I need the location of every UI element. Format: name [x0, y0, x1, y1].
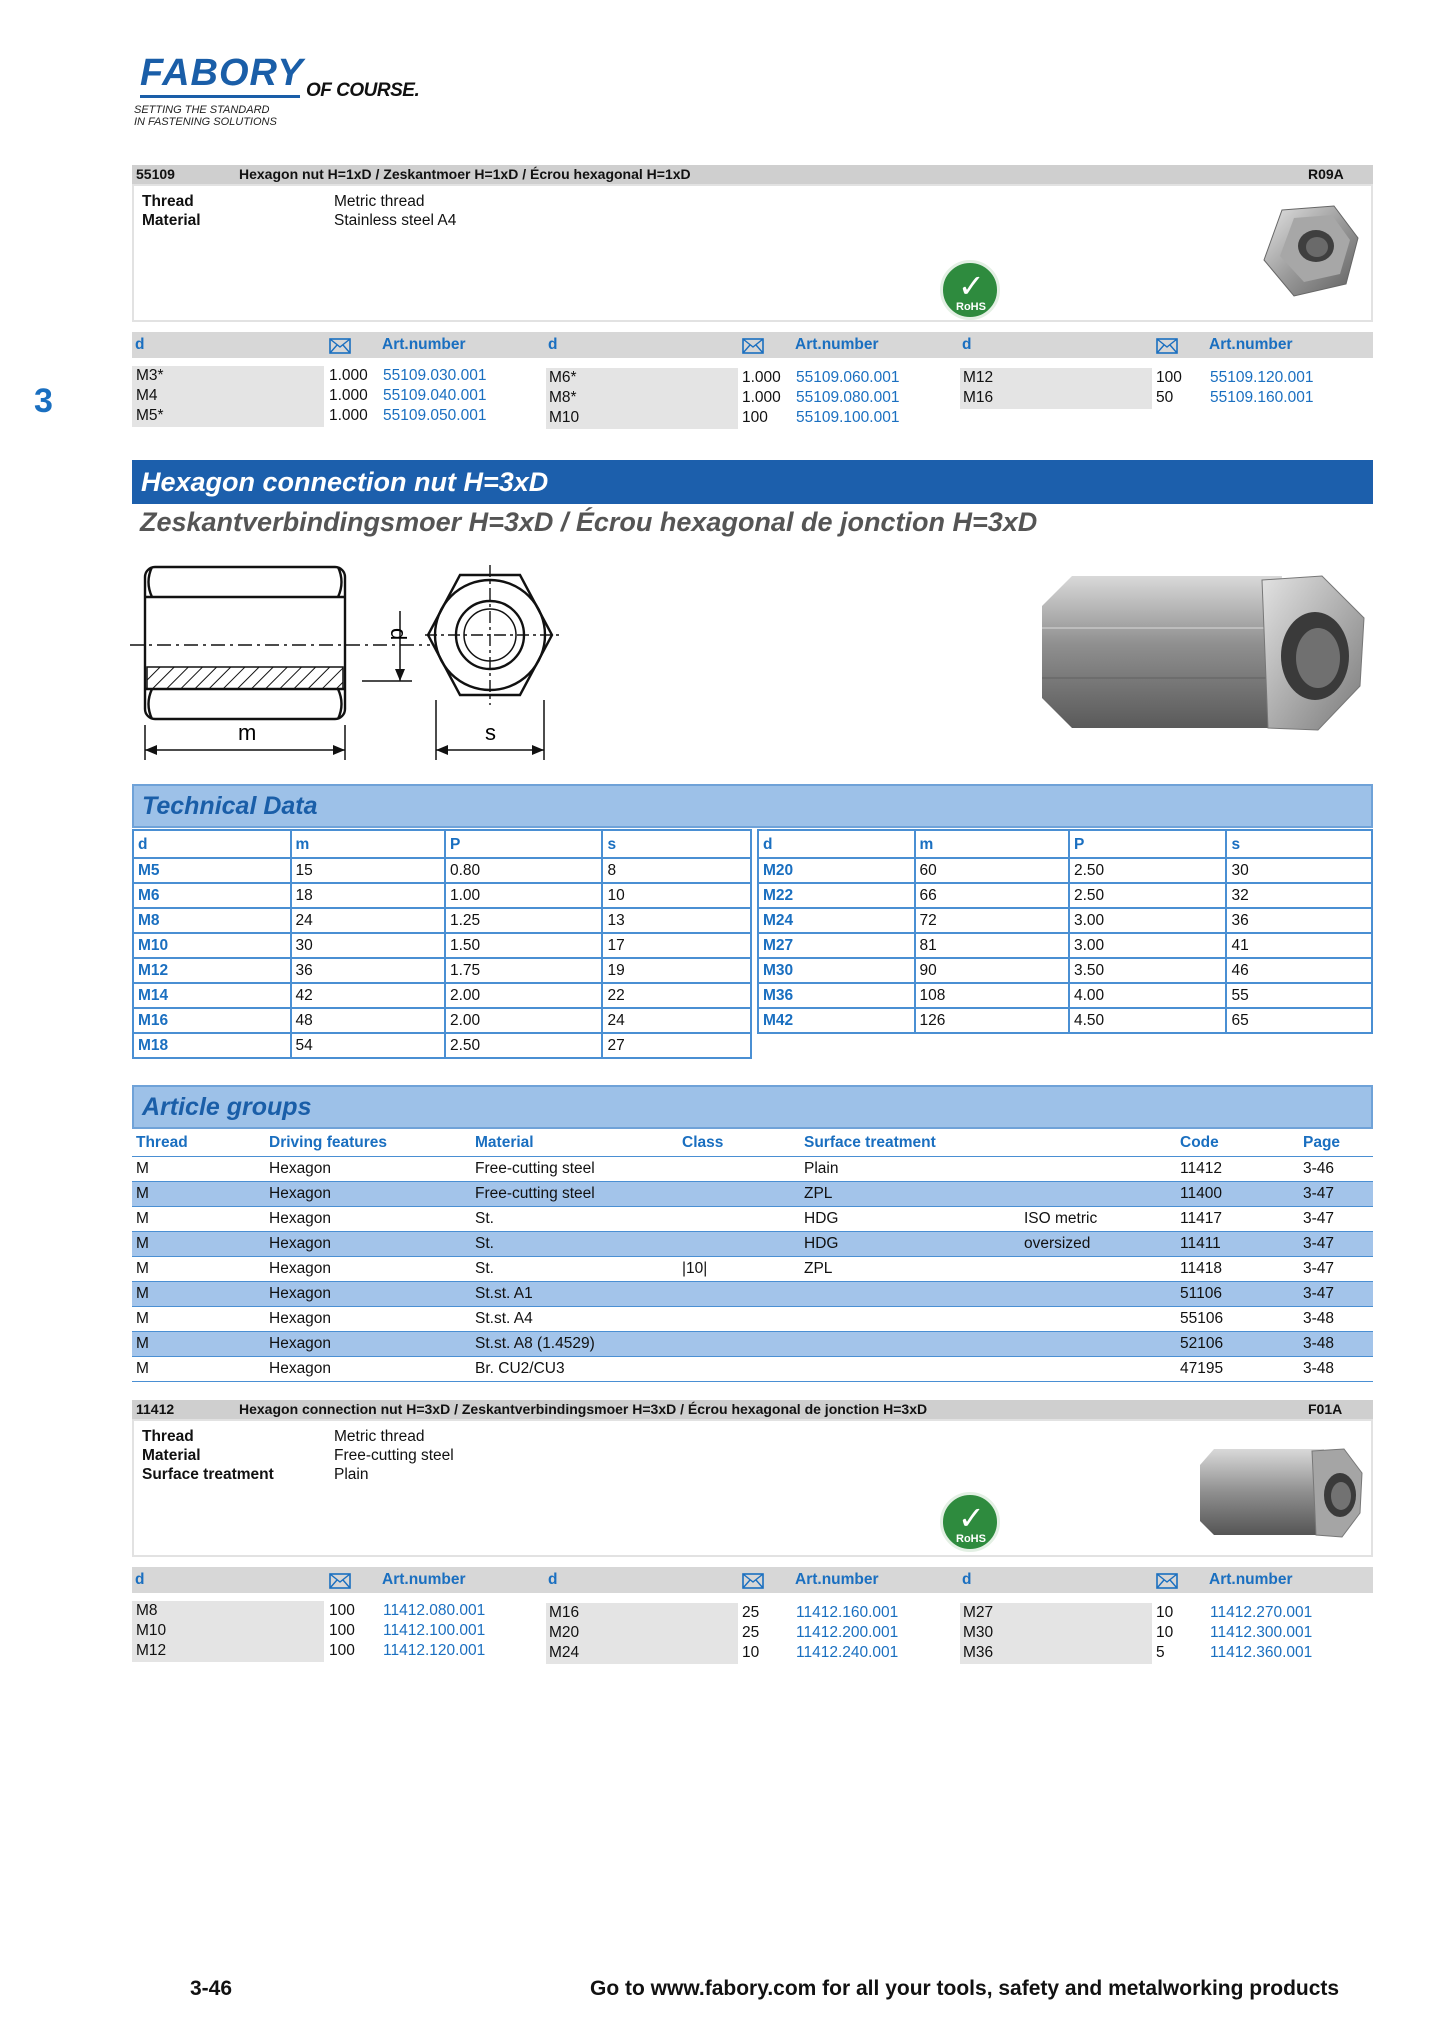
table-cell: 24	[291, 908, 445, 933]
article-groups-table	[132, 1130, 1373, 1382]
cell-value: 1.000	[329, 367, 368, 384]
list-item	[549, 1603, 579, 1663]
art-number-link[interactable]: 55109.040.001	[383, 387, 487, 404]
table-cell: 11411	[1176, 1231, 1299, 1256]
quantity-column	[329, 366, 368, 426]
table-cell: Hexagon	[265, 1356, 471, 1381]
table-cell: M14	[133, 983, 291, 1008]
table-cell: St.st. A1	[471, 1281, 678, 1306]
table-cell: 55106	[1176, 1306, 1299, 1331]
dim-s: s	[485, 720, 496, 745]
rohs-badge: ✓ RoHS	[940, 1492, 1000, 1552]
table-cell: HDG	[800, 1231, 1020, 1256]
cell-value: M12	[963, 369, 994, 386]
package-icon	[742, 1572, 764, 1598]
table-row	[132, 1256, 1373, 1281]
table-cell	[1020, 1256, 1176, 1281]
table-cell: Page	[1299, 1130, 1373, 1156]
table-cell: Surface treatment	[800, 1130, 1020, 1156]
table-cell: M30	[758, 958, 915, 983]
table-cell: M	[132, 1206, 265, 1231]
table-cell	[800, 1331, 1020, 1356]
cell-value: 1.000	[329, 407, 368, 424]
table-cell	[1020, 1281, 1176, 1306]
table-cell	[800, 1356, 1020, 1381]
table-cell	[1020, 1306, 1176, 1331]
table-cell: M5	[133, 858, 291, 883]
technical-data-bar: Technical Data	[132, 784, 1373, 828]
art-number-link[interactable]: 11412.270.001	[1210, 1604, 1313, 1621]
table-cell: HDG	[800, 1206, 1020, 1231]
art-number-link[interactable]: 55109.120.001	[1210, 369, 1314, 386]
logo-slogan: OF COURSE.	[306, 80, 420, 101]
table-cell: Free-cutting steel	[471, 1156, 678, 1181]
section-subtitle: Zeskantverbindingsmoer H=3xD / Écrou hexagonal de jonction H=3xD	[140, 507, 1038, 537]
package-icon	[329, 337, 351, 363]
table-cell	[678, 1231, 800, 1256]
table-row	[133, 1033, 751, 1058]
table-cell: 2.00	[445, 1008, 603, 1033]
table-cell: M24	[758, 908, 915, 933]
table-cell: 10	[602, 883, 751, 908]
table-cell: 19	[602, 958, 751, 983]
table-cell	[678, 1281, 800, 1306]
cell-value: 1.000	[742, 389, 781, 406]
art-number-link[interactable]: 55109.080.001	[796, 389, 900, 406]
package-icon	[1156, 337, 1178, 363]
table-cell: 36	[291, 958, 445, 983]
table-cell: 4.00	[1069, 983, 1227, 1008]
table-cell: 65	[1226, 1008, 1372, 1033]
art-number-link[interactable]: 11412.200.001	[796, 1624, 899, 1641]
list-item	[549, 368, 579, 428]
table-cell	[1020, 1181, 1176, 1206]
table-cell: P	[1069, 830, 1227, 858]
tech-table-left	[132, 829, 752, 1059]
table-cell: 11418	[1176, 1256, 1299, 1281]
article-groups-bar: Article groups	[132, 1085, 1373, 1129]
table-cell: 13	[602, 908, 751, 933]
dim-d: d	[386, 628, 411, 641]
cell-value: M36	[963, 1644, 994, 1661]
table-cell: Hexagon	[265, 1331, 471, 1356]
table-cell: Class	[678, 1130, 800, 1156]
connection-nut-photo	[1032, 568, 1372, 738]
table-cell: 3.50	[1069, 958, 1227, 983]
cell-value: M30	[963, 1624, 994, 1641]
table-cell: Material	[471, 1130, 678, 1156]
art-table-header: d Art.number d Art.number d Art.number	[132, 1567, 1373, 1593]
table-cell: d	[758, 830, 915, 858]
table-cell: 0.80	[445, 858, 603, 883]
cell-value: M12	[136, 1642, 167, 1659]
page-link[interactable]: 3-47	[1299, 1256, 1373, 1281]
quantity-column	[1156, 368, 1182, 408]
table-cell: M10	[133, 933, 291, 958]
dim-m: m	[238, 720, 257, 745]
table-cell: P	[445, 830, 603, 858]
page-link[interactable]: 3-48	[1299, 1306, 1373, 1331]
art-number-link[interactable]: 11412.080.001	[383, 1602, 486, 1619]
art-number-link[interactable]: 55109.160.001	[1210, 389, 1314, 406]
product-panel-11412: Thread Metric thread Material Free-cutting steel Surface treatment Plain ✓ RoHS	[132, 1419, 1373, 1557]
table-cell: 18	[291, 883, 445, 908]
table-row	[132, 1206, 1373, 1231]
table-cell: 90	[915, 958, 1069, 983]
table-cell: ISO metric	[1020, 1206, 1176, 1231]
page-link[interactable]: 3-48	[1299, 1356, 1373, 1381]
table-row	[133, 883, 751, 908]
table-cell: |10|	[678, 1256, 800, 1281]
table-row	[133, 958, 751, 983]
table-cell: St.	[471, 1256, 678, 1281]
list-item	[963, 1603, 993, 1663]
table-row	[133, 858, 751, 883]
table-cell: m	[291, 830, 445, 858]
table-row	[758, 1008, 1372, 1033]
table-cell: s	[602, 830, 751, 858]
page-link[interactable]: 3-47	[1299, 1231, 1373, 1256]
table-cell: M	[132, 1181, 265, 1206]
table-cell	[678, 1156, 800, 1181]
table-cell: 1.25	[445, 908, 603, 933]
cell-value: 100	[329, 1602, 355, 1619]
table-cell: ZPL	[800, 1256, 1020, 1281]
table-cell: 48	[291, 1008, 445, 1033]
table-cell: St.	[471, 1231, 678, 1256]
table-cell: 24	[602, 1008, 751, 1033]
table-cell	[1020, 1331, 1176, 1356]
table-cell: Code	[1176, 1130, 1299, 1156]
table-cell: 17	[602, 933, 751, 958]
table-cell	[800, 1306, 1020, 1331]
table-row	[133, 933, 751, 958]
table-cell: 3.00	[1069, 933, 1227, 958]
technical-drawing	[130, 555, 570, 765]
cell-value: 10	[1156, 1624, 1174, 1641]
table-cell: 8	[602, 858, 751, 883]
check-icon: ✓	[958, 268, 985, 304]
tech-table-right	[757, 829, 1373, 1034]
table-cell: ZPL	[800, 1181, 1020, 1206]
quantity-column	[1156, 1603, 1173, 1663]
table-cell: Thread	[132, 1130, 265, 1156]
brand-logo: FABORY	[140, 52, 304, 94]
hex-nut-photo	[1254, 198, 1364, 308]
table-cell: 126	[915, 1008, 1069, 1033]
art-number-link[interactable]: 55109.050.001	[383, 407, 487, 424]
table-cell: 1.75	[445, 958, 603, 983]
logo-underline	[140, 95, 300, 98]
cell-value: 100	[1156, 369, 1182, 386]
table-cell: Hexagon	[265, 1281, 471, 1306]
page-link[interactable]: 3-47	[1299, 1181, 1373, 1206]
table-cell: 36	[1226, 908, 1372, 933]
cell-value: M3*	[136, 367, 164, 384]
table-cell: St.	[471, 1206, 678, 1231]
table-cell: 47195	[1176, 1356, 1299, 1381]
table-cell: 22	[602, 983, 751, 1008]
table-cell: M12	[133, 958, 291, 983]
table-cell: Hexagon	[265, 1206, 471, 1231]
table-row	[758, 908, 1372, 933]
table-row	[758, 983, 1372, 1008]
table-cell: Hexagon	[265, 1181, 471, 1206]
table-cell: 1.50	[445, 933, 603, 958]
table-cell	[678, 1306, 800, 1331]
cell-value: 100	[329, 1642, 355, 1659]
table-cell: 30	[291, 933, 445, 958]
art-number-column	[383, 1601, 485, 1661]
table-cell: St.st. A8 (1.4529)	[471, 1331, 678, 1356]
quantity-column	[742, 1603, 759, 1663]
cell-value: M8*	[549, 389, 577, 406]
table-cell	[800, 1281, 1020, 1306]
table-cell: m	[915, 830, 1069, 858]
list-item	[136, 366, 164, 426]
table-row	[132, 1181, 1373, 1206]
table-cell: 60	[915, 858, 1069, 883]
table-cell: 32	[1226, 883, 1372, 908]
cell-value: 50	[1156, 389, 1174, 406]
table-cell: 2.50	[1069, 883, 1227, 908]
table-cell: M	[132, 1306, 265, 1331]
cell-value: M20	[549, 1624, 580, 1641]
check-icon: ✓	[958, 1500, 985, 1536]
table-cell: M18	[133, 1033, 291, 1058]
product-header-55109: 55109 Hexagon nut H=1xD / Zeskantmoer H=1xD / Écrou hexagonal H=1xD R09A	[132, 165, 1373, 184]
table-cell: 2.50	[445, 1033, 603, 1058]
cell-value: 10	[742, 1644, 760, 1661]
footer-text: Go to www.fabory.com for all your tools, safety and metalworking products	[590, 1977, 1340, 2000]
table-row	[758, 858, 1372, 883]
table-row	[133, 908, 751, 933]
table-cell: M	[132, 1356, 265, 1381]
table-cell	[678, 1331, 800, 1356]
table-cell: Hexagon	[265, 1306, 471, 1331]
logo-tagline: SETTING THE STANDARD IN FASTENING SOLUTIONS	[134, 104, 277, 128]
package-icon	[1156, 1572, 1178, 1598]
table-cell: 66	[915, 883, 1069, 908]
table-cell: M	[132, 1231, 265, 1256]
table-cell: M	[132, 1156, 265, 1181]
product-panel-55109: Thread Metric thread Material Stainless steel A4 ✓ RoHS	[132, 184, 1373, 322]
cell-value: M8	[136, 1602, 158, 1619]
page-link[interactable]: 3-46	[1299, 1156, 1373, 1181]
table-cell: d	[133, 830, 291, 858]
page-link[interactable]: 3-48	[1299, 1331, 1373, 1356]
table-cell: Hexagon	[265, 1231, 471, 1256]
table-cell: 11400	[1176, 1181, 1299, 1206]
table-row	[133, 1008, 751, 1033]
table-cell: St.st. A4	[471, 1306, 678, 1331]
art-number-link[interactable]: 11412.360.001	[1210, 1644, 1313, 1661]
table-cell	[678, 1206, 800, 1231]
art-table-header: d Art.number d Art.number d Art.number	[132, 332, 1373, 358]
table-cell: M16	[133, 1008, 291, 1033]
art-number-link[interactable]: 11412.100.001	[383, 1622, 486, 1639]
table-cell: 42	[291, 983, 445, 1008]
cell-value: 5	[1156, 1644, 1165, 1661]
art-number-column	[796, 368, 899, 428]
table-cell: M	[132, 1281, 265, 1306]
art-number-column	[1210, 1603, 1312, 1663]
chapter-number: 3	[34, 382, 53, 420]
table-cell: 30	[1226, 858, 1372, 883]
table-cell: 4.50	[1069, 1008, 1227, 1033]
table-cell: 3.00	[1069, 908, 1227, 933]
cell-value: 1.000	[742, 369, 781, 386]
table-cell: M20	[758, 858, 915, 883]
table-cell: Free-cutting steel	[471, 1181, 678, 1206]
table-cell	[1020, 1356, 1176, 1381]
table-cell: M8	[133, 908, 291, 933]
table-cell: 41	[1226, 933, 1372, 958]
cell-value: 1.000	[329, 387, 368, 404]
table-row	[132, 1281, 1373, 1306]
table-cell: 11417	[1176, 1206, 1299, 1231]
table-cell: oversized	[1020, 1231, 1176, 1256]
table-cell: 27	[602, 1033, 751, 1058]
table-row	[758, 883, 1372, 908]
table-cell: M	[132, 1331, 265, 1356]
cell-value: 100	[742, 409, 768, 426]
table-row	[132, 1331, 1373, 1356]
art-number-link[interactable]: 11412.300.001	[1210, 1624, 1313, 1641]
table-cell: 2.00	[445, 983, 603, 1008]
art-number-link[interactable]: 11412.160.001	[796, 1604, 899, 1621]
table-cell: 72	[915, 908, 1069, 933]
cell-value: 25	[742, 1624, 760, 1641]
art-number-column	[796, 1603, 898, 1663]
page-number: 3-46	[190, 1977, 233, 2000]
table-cell: M42	[758, 1008, 915, 1033]
table-cell: 46	[1226, 958, 1372, 983]
quantity-column	[742, 368, 781, 428]
table-cell: 108	[915, 983, 1069, 1008]
cell-value: M24	[549, 1644, 580, 1661]
cell-value: 25	[742, 1604, 760, 1621]
table-cell	[678, 1356, 800, 1381]
table-row	[133, 983, 751, 1008]
table-cell: 11412	[1176, 1156, 1299, 1181]
art-number-link[interactable]: 55109.030.001	[383, 367, 487, 384]
art-number-column	[383, 366, 486, 426]
cell-value: M27	[963, 1604, 994, 1621]
table-cell: Plain	[800, 1156, 1020, 1181]
table-cell	[1020, 1130, 1176, 1156]
table-cell: 2.50	[1069, 858, 1227, 883]
table-row	[758, 958, 1372, 983]
table-cell: 52106	[1176, 1331, 1299, 1356]
table-cell: M27	[758, 933, 915, 958]
table-row	[132, 1156, 1373, 1181]
table-cell: Driving features	[265, 1130, 471, 1156]
quantity-column	[329, 1601, 355, 1661]
table-cell: M22	[758, 883, 915, 908]
art-number-link[interactable]: 55109.100.001	[796, 409, 900, 426]
table-cell: 15	[291, 858, 445, 883]
table-cell: 81	[915, 933, 1069, 958]
cell-value: M10	[136, 1622, 167, 1639]
table-row	[132, 1306, 1373, 1331]
art-number-link[interactable]: 11412.240.001	[796, 1644, 899, 1661]
package-icon	[329, 1572, 351, 1598]
connection-nut-photo-small	[1194, 1443, 1364, 1543]
table-row	[132, 1356, 1373, 1381]
product-header-11412: 11412 Hexagon connection nut H=3xD / Zeskantverbindingsmoer H=3xD / Écrou hexagonal de jonction H=3xD F01A	[132, 1400, 1373, 1419]
table-cell: 55	[1226, 983, 1372, 1008]
art-number-column	[1210, 368, 1313, 408]
table-cell: M6	[133, 883, 291, 908]
table-cell	[678, 1181, 800, 1206]
cell-value: 10	[1156, 1604, 1174, 1621]
cell-value: M5*	[136, 407, 164, 424]
art-number-link[interactable]: 55109.060.001	[796, 369, 900, 386]
cell-value: M16	[549, 1604, 580, 1621]
table-cell: 51106	[1176, 1281, 1299, 1306]
table-cell: Hexagon	[265, 1156, 471, 1181]
cell-value: M10	[549, 409, 580, 426]
cell-value: M16	[963, 389, 994, 406]
table-cell: 54	[291, 1033, 445, 1058]
list-item	[963, 368, 993, 408]
table-cell: s	[1226, 830, 1372, 858]
table-cell: Br. CU2/CU3	[471, 1356, 678, 1381]
table-cell: M36	[758, 983, 915, 1008]
art-number-link[interactable]: 11412.120.001	[383, 1642, 486, 1659]
cell-value: 100	[329, 1622, 355, 1639]
table-row	[758, 933, 1372, 958]
rohs-badge: ✓ RoHS	[940, 260, 1000, 320]
table-row	[132, 1231, 1373, 1256]
table-cell: Hexagon	[265, 1256, 471, 1281]
table-cell: 1.00	[445, 883, 603, 908]
table-cell	[1020, 1156, 1176, 1181]
cell-value: M4	[136, 387, 158, 404]
cell-value: M6*	[549, 369, 577, 386]
page-link[interactable]: 3-47	[1299, 1206, 1373, 1231]
package-icon	[742, 337, 764, 363]
page-link[interactable]: 3-47	[1299, 1281, 1373, 1306]
list-item	[136, 1601, 166, 1661]
section-title: Hexagon connection nut H=3xD	[132, 460, 1373, 504]
table-cell: M	[132, 1256, 265, 1281]
